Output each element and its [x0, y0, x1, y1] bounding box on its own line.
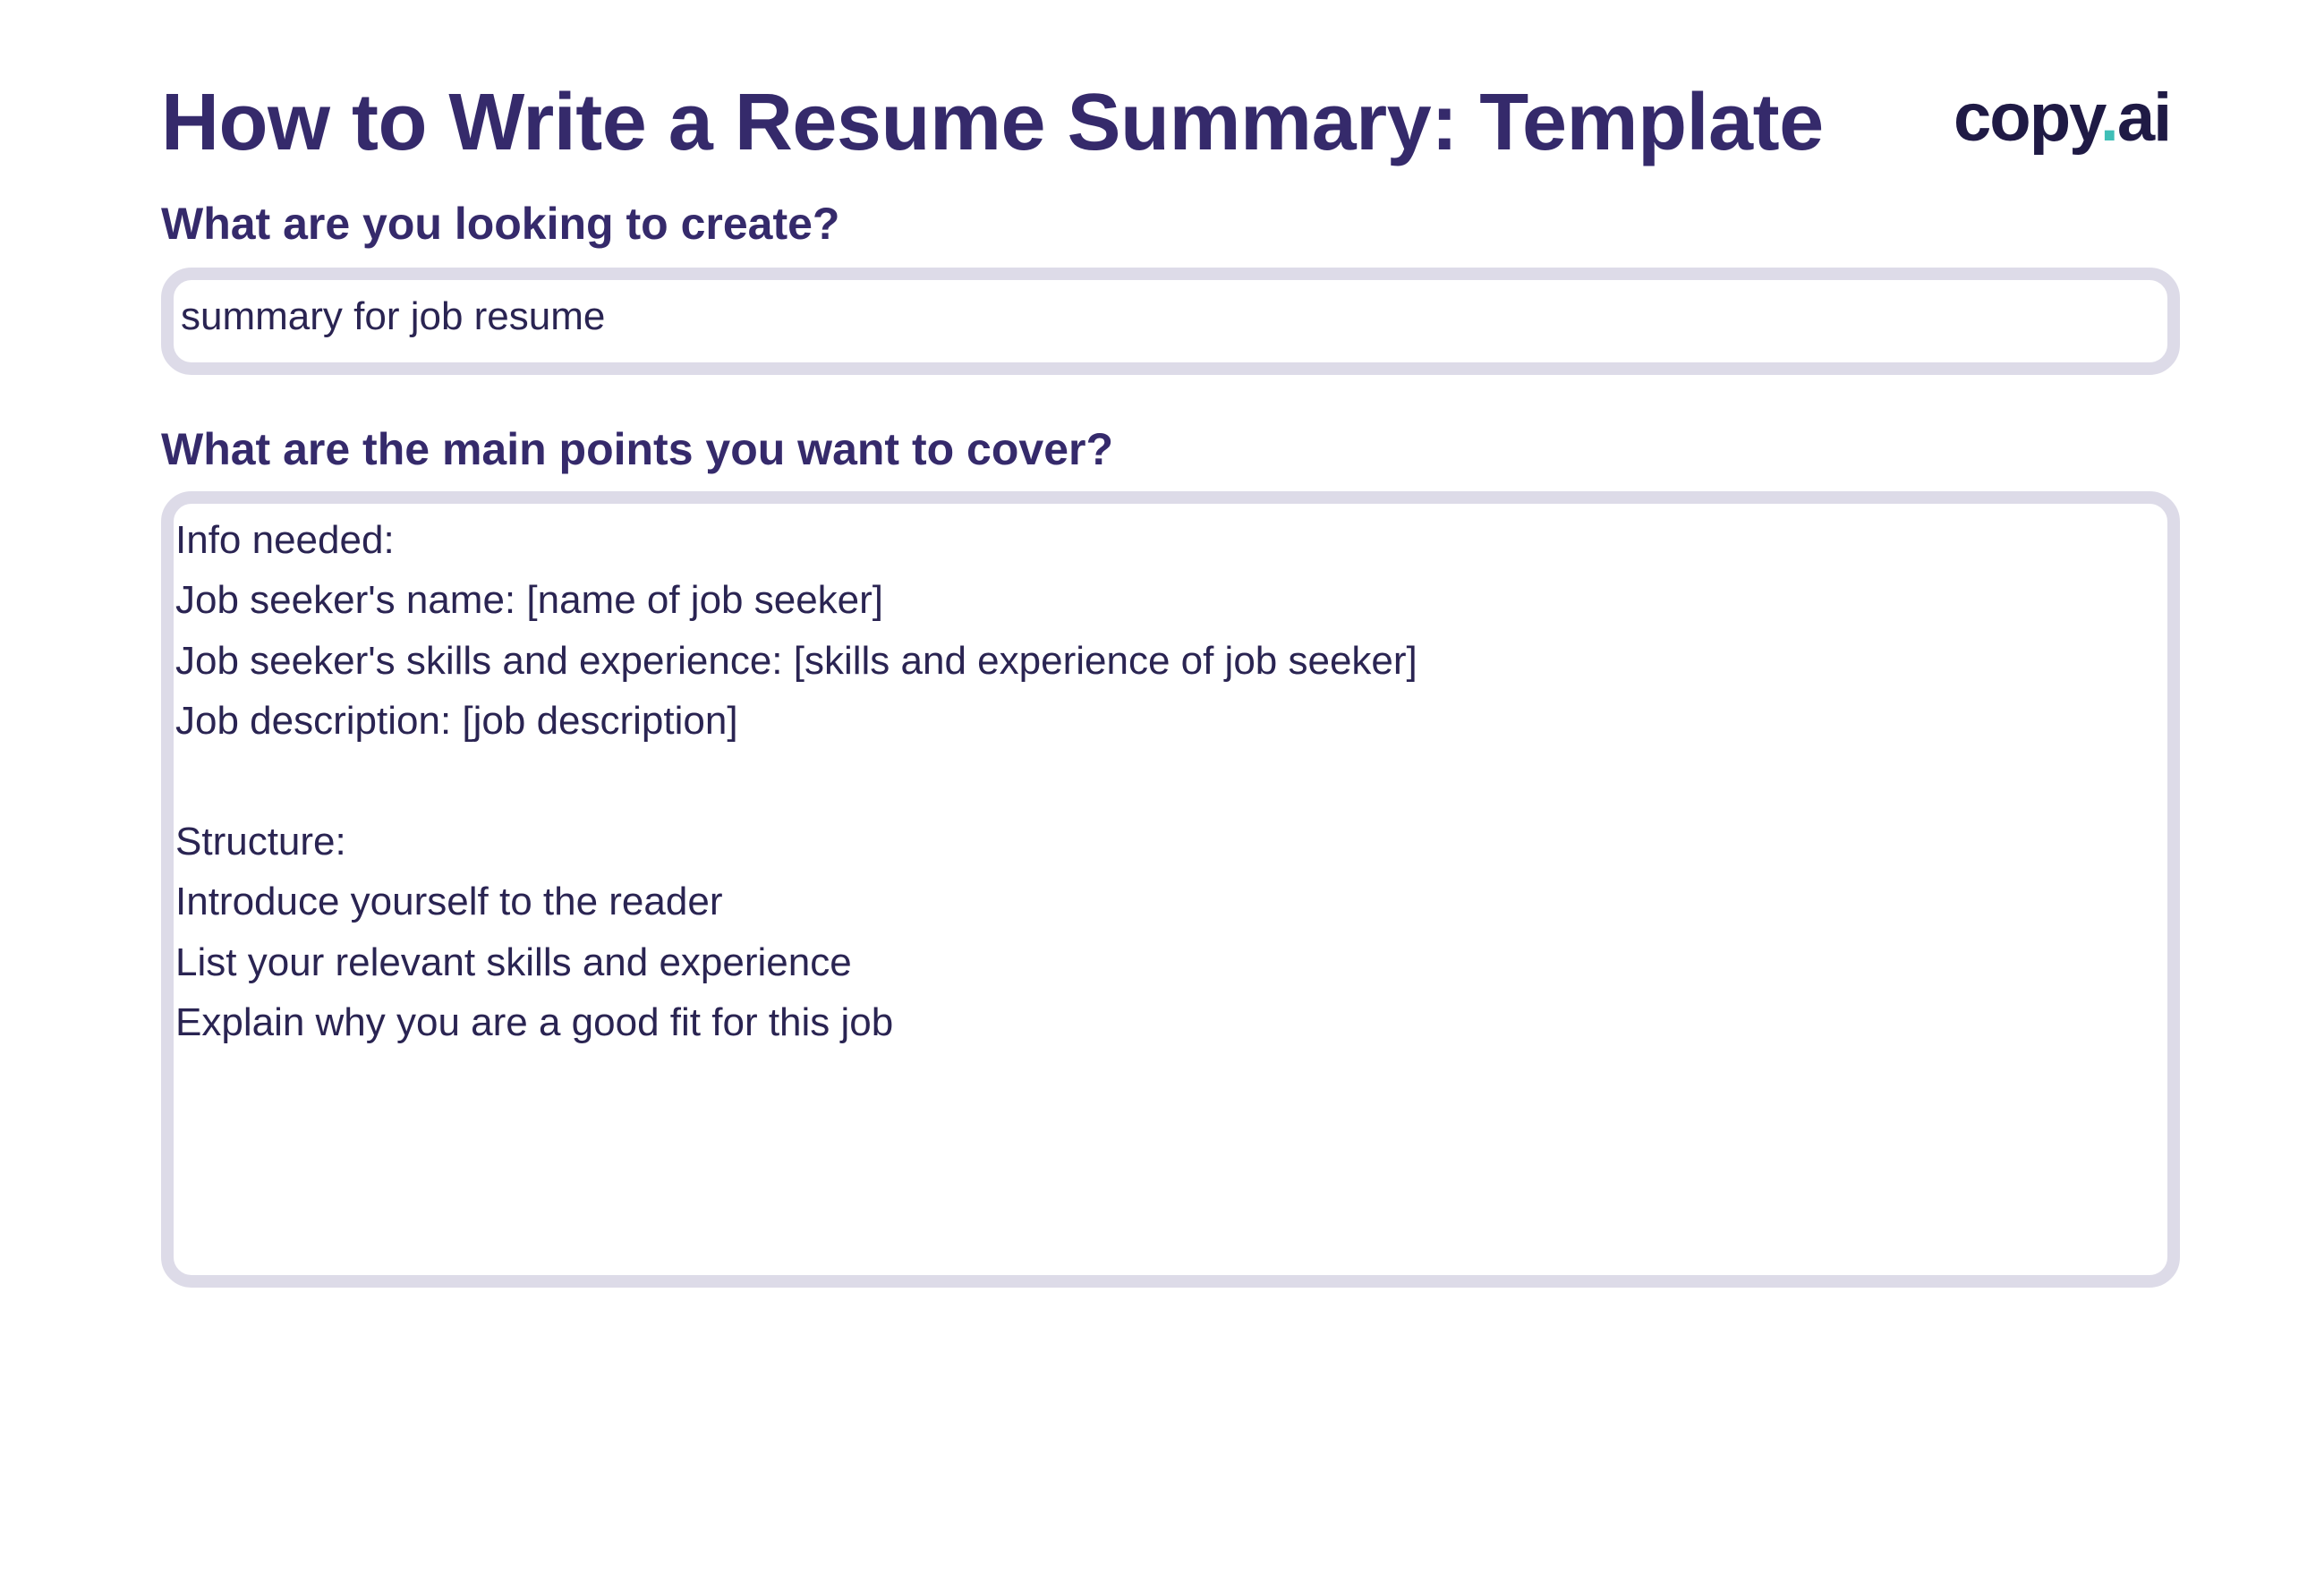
textarea-line: Job description: [job description] — [175, 699, 738, 744]
logo-dot: . — [2099, 80, 2117, 156]
textarea-line: Job seeker's skills and experience: [skills and experience of job seeker] — [175, 638, 1417, 683]
create-input-value[interactable]: summary for job resume — [181, 294, 606, 338]
copy-ai-logo — [1954, 73, 2170, 163]
textarea-line — [175, 752, 1417, 812]
textarea-line: List your relevant skills and experience — [175, 940, 852, 984]
logo-text: copy — [1954, 80, 2100, 156]
textarea-line: Info needed: — [175, 518, 395, 562]
textarea-line: Structure: — [175, 819, 346, 863]
create-field-label: What are you looking to create? — [161, 199, 840, 249]
textarea-line: Explain why you are a good fit for this job — [175, 1000, 894, 1045]
textarea-line: Job seeker's name: [name of job seeker] — [175, 578, 884, 623]
page-title: How to Write a Resume Summary: Template — [161, 78, 1824, 167]
logo-suffix: ai — [2116, 80, 2171, 156]
points-field-label: What are the main points you want to cover? — [161, 424, 1114, 474]
points-textarea-content[interactable] — [175, 510, 1417, 1053]
textarea-line: Introduce yourself to the reader — [175, 880, 723, 924]
